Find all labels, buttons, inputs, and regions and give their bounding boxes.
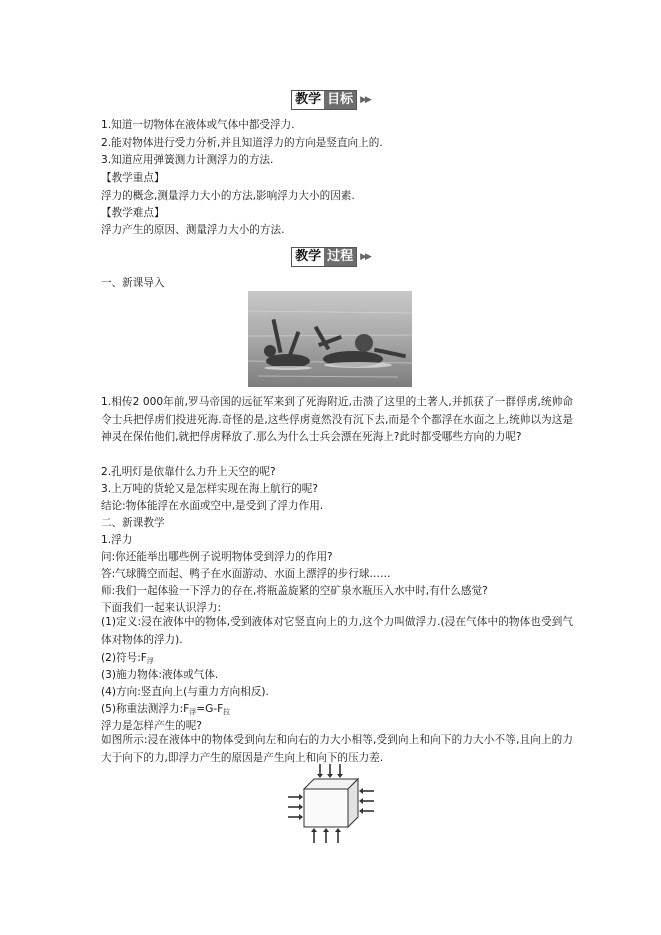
- goal-item-1: 1.知道一切物体在液体或气体中都受浮力.: [101, 119, 295, 131]
- teacher-line: 师:我们一起体验一下浮力的存在,将瓶盖旋紧的空矿泉水瓶压入水中时,有什么感觉?: [101, 585, 488, 597]
- pressure-cube-svg: [286, 763, 376, 845]
- weighing-subscript-2: 拉: [223, 708, 231, 716]
- pressure-cube-diagram: [286, 763, 376, 845]
- force-source-line: (3)施力物体:液体或气体.: [101, 669, 219, 681]
- intro-paragraph-3: 3.上万吨的货轮又是怎样实现在海上航行的呢?: [101, 483, 319, 495]
- process-heading: [0, 246, 661, 268]
- process-heading-part1: 教学: [292, 248, 324, 266]
- process-heading-box: [291, 247, 357, 267]
- difficulties-text: 浮力产生的原因、测量浮力大小的方法.: [101, 224, 285, 236]
- symbol-subscript: 浮: [146, 657, 154, 665]
- goals-heading-box: [291, 90, 357, 110]
- goals-heading-part1: 教学: [292, 91, 324, 109]
- question-line: 问:你还能举出哪些例子说明物体受到浮力的作用?: [101, 551, 333, 563]
- double-arrow-icon: ▶▶: [360, 95, 370, 105]
- symbol-prefix: (2)符号:F: [101, 652, 147, 664]
- definition-paragraph: (1)定义:浸在液体中的物体,受到液体对它竖直向上的力,这个力叫做浮力.(浸在气体中的物体也受到气体对物体的浮力).: [101, 616, 573, 646]
- double-arrow-icon: ▶▶: [360, 252, 370, 262]
- section2-title: 二、新课教学: [101, 517, 165, 529]
- cause-answer-paragraph: 如图所示:浸在液体中的物体受到向左和向右的力大小相等,受到向上和向下的力大小不等,且向上的力大于向下的力,即浮力产生的原因是产生向上和向下的压力差.: [101, 734, 573, 764]
- goal-item-2: 2.能对物体进行受力分析,并且知道浮力的方向是竖直向上的.: [101, 137, 383, 149]
- difficulties-title: 【教学难点】: [101, 207, 165, 219]
- key-points-text: 浮力的概念,测量浮力大小的方法,影响浮力大小的因素.: [101, 190, 355, 202]
- answer-line: 答:气球腾空而起、鸭子在水面游动、水面上漂浮的步行球……: [101, 568, 391, 580]
- intro-paragraph-1: 1.相传2 000年前,罗马帝国的远征军来到了死海附近,击溃了这里的土著人,并抓获了一群俘虏,统帅命令士兵把俘虏们投进死海.奇怪的是,这些俘虏竟然没有沉下去,而是个个都浮在水面之上,统帅以为这是神灵在保佑他们,就把俘虏释放了.那么为什么士兵会漂在死海上?此时都受哪些方向的力呢?: [101, 396, 573, 443]
- dead-sea-photo: [248, 291, 412, 387]
- weighing-prefix: (5)称重法测浮力:F: [101, 703, 190, 715]
- goal-item-3: 3.知道应用弹簧测力计测浮力的方法.: [101, 154, 274, 166]
- goals-heading-part2: 目标: [324, 91, 356, 109]
- section1-title: 一、新课导入: [101, 277, 165, 289]
- intro-paragraph-2: 2.孔明灯是依靠什么力升上天空的呢?: [101, 466, 276, 478]
- key-points-title: 【教学重点】: [101, 172, 165, 184]
- dead-sea-photo-image: [248, 291, 412, 387]
- process-heading-part2: 过程: [324, 248, 356, 266]
- weighing-subscript-1: 浮: [189, 708, 197, 716]
- section2-subtitle-buoyancy: 1.浮力: [101, 534, 133, 546]
- goals-heading: [0, 89, 661, 111]
- intro-conclusion: 结论:物体能浮在水面或空中,是受到了浮力作用.: [101, 500, 324, 512]
- cause-question-line: 浮力是怎样产生的呢?: [101, 720, 202, 732]
- direction-line: (4)方向:竖直向上(与重力方向相反).: [101, 686, 269, 698]
- intro-buoyancy-line: 下面我们一起来认识浮力:: [101, 602, 222, 614]
- weighing-middle: =G-F: [196, 703, 224, 715]
